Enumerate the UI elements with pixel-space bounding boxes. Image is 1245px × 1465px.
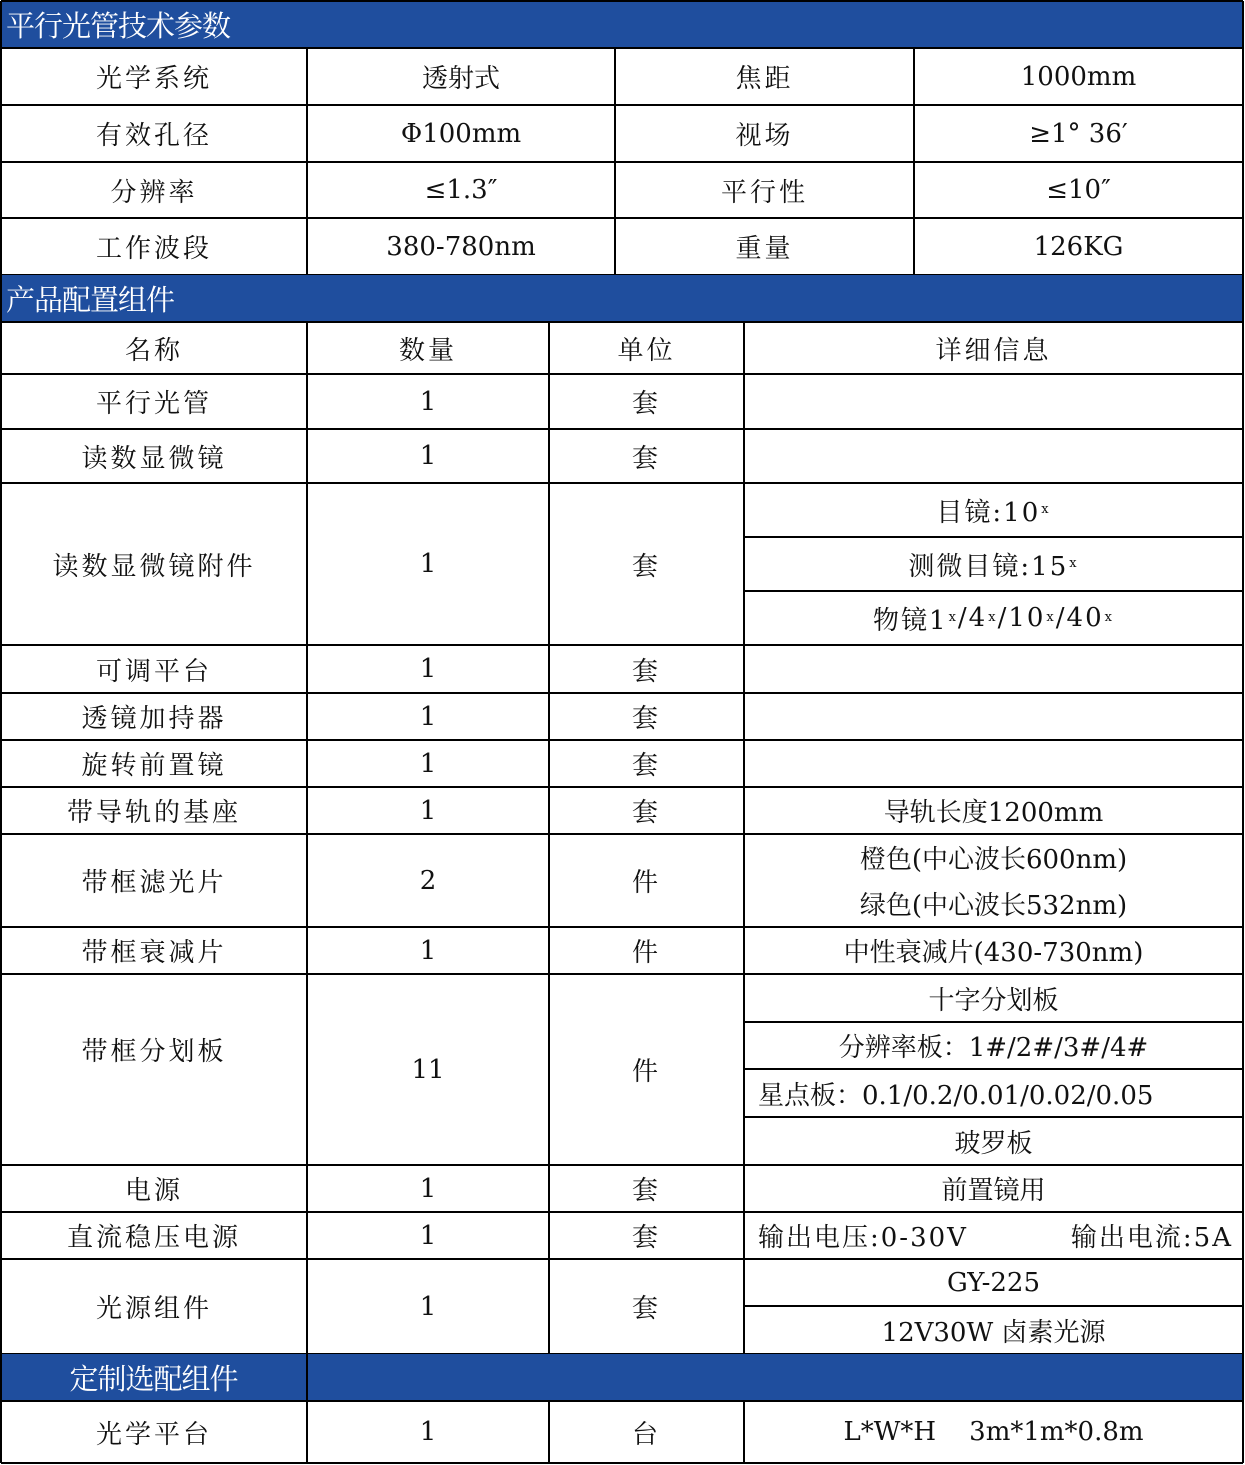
item-name: 透镜加持器 bbox=[81, 704, 227, 734]
frame-right bbox=[1242, 1, 1244, 1463]
item-detail: 分辨率板：1#/2#/3#/4# bbox=[838, 1033, 1149, 1063]
item-detail: 物镜1 x /4 x /10 x /40 x bbox=[744, 591, 1243, 645]
item-quantity: 1 bbox=[419, 701, 437, 732]
grid-line bbox=[744, 1305, 1243, 1307]
grid-line bbox=[1, 1462, 1243, 1464]
item-detail: 中性衰减片(430-730nm) bbox=[843, 938, 1144, 968]
item-detail: 橙色(中心波长600nm) bbox=[859, 844, 1128, 875]
grid-line bbox=[1, 104, 1243, 106]
column-header-details: 详细信息 bbox=[935, 335, 1052, 366]
column-header-qty: 数量 bbox=[398, 335, 457, 366]
item-detail: 玻罗板 bbox=[954, 1128, 1033, 1159]
custom-item-quantity: 1 bbox=[419, 1417, 437, 1447]
item-quantity: 1 bbox=[419, 654, 437, 684]
item-unit: 套 bbox=[631, 1294, 661, 1324]
item-quantity: 1 bbox=[419, 1220, 437, 1251]
grid-line bbox=[744, 1021, 1243, 1023]
detail-output-voltage: 输出电压:0-30V bbox=[758, 1223, 968, 1253]
tech-value: ≥1° 36′ bbox=[1029, 118, 1128, 149]
item-quantity: 1 bbox=[419, 795, 437, 826]
item-detail: 导轨长度1200mm bbox=[883, 798, 1104, 828]
item-name: 可调平台 bbox=[95, 656, 212, 687]
item-unit: 件 bbox=[631, 868, 661, 898]
item-detail: 绿色(中心波长532nm) bbox=[859, 891, 1128, 922]
detail-part: /10 bbox=[997, 603, 1046, 633]
tech-value: 126KG bbox=[1033, 231, 1124, 262]
item-detail: 星点板：0.1/0.2/0.01/0.02/0.05 bbox=[758, 1080, 1154, 1111]
item-quantity: 1 bbox=[419, 441, 437, 471]
grid-line bbox=[1, 321, 1243, 323]
grid-line bbox=[306, 322, 308, 1354]
grid-line bbox=[743, 322, 745, 1354]
tech-label: 工作波段 bbox=[95, 234, 212, 264]
tech-label: 分辨率 bbox=[110, 177, 198, 208]
item-quantity: 1 bbox=[419, 935, 437, 966]
frame-top bbox=[1, 0, 1243, 2]
item-unit: 套 bbox=[631, 389, 661, 419]
detail-part: 物镜1 bbox=[873, 605, 948, 636]
item-quantity: 1 bbox=[419, 1291, 437, 1322]
column-header-unit: 单位 bbox=[617, 335, 676, 366]
item-quantity: 11 bbox=[411, 1054, 445, 1085]
item-name: 带框分划板 bbox=[81, 1036, 227, 1067]
grid-line bbox=[744, 1068, 1243, 1070]
item-name: 带框衰减片 bbox=[81, 938, 227, 968]
item-unit: 套 bbox=[631, 443, 661, 474]
grid-line bbox=[614, 48, 616, 275]
item-detail: 目镜:10 x bbox=[744, 483, 1243, 537]
tech-value: ≤1.3″ bbox=[424, 175, 498, 205]
tech-value: ≤10″ bbox=[1046, 175, 1111, 205]
item-name: 读数显微镜 bbox=[81, 443, 227, 474]
tech-section-title: 平行光管技术参数 bbox=[6, 9, 231, 43]
grid-line bbox=[744, 1116, 1243, 1118]
column-header-name: 名称 bbox=[124, 335, 183, 366]
tech-label: 光学系统 bbox=[95, 64, 212, 94]
item-unit: 件 bbox=[631, 1057, 661, 1087]
grid-line bbox=[743, 1401, 745, 1463]
item-name: 带框滤光片 bbox=[81, 868, 227, 898]
detail-part: /4 bbox=[957, 603, 988, 633]
tech-label: 平行性 bbox=[720, 177, 808, 208]
item-name: 直流稳压电源 bbox=[66, 1223, 241, 1253]
item-quantity: 1 bbox=[419, 386, 437, 417]
frame-left bbox=[0, 1, 2, 1463]
grid-line bbox=[1, 161, 1243, 163]
detail-output-current: 输出电流:5A bbox=[1070, 1223, 1233, 1253]
grid-line bbox=[1, 217, 1243, 219]
grid-line bbox=[548, 322, 550, 1354]
custom-section-title: 定制选配组件 bbox=[69, 1362, 238, 1396]
item-name: 光源组件 bbox=[95, 1294, 212, 1324]
item-name: 读数显微镜附件 bbox=[52, 551, 256, 582]
custom-item-name: 光学平台 bbox=[95, 1419, 212, 1450]
detail-text: 测微目镜:15 bbox=[908, 551, 1069, 582]
grid-line bbox=[306, 48, 308, 275]
item-unit: 套 bbox=[631, 551, 661, 582]
item-quantity: 1 bbox=[419, 1173, 437, 1204]
grid-line bbox=[744, 590, 1243, 592]
item-name: 带导轨的基座 bbox=[66, 798, 241, 828]
item-name: 平行光管 bbox=[95, 389, 212, 419]
detail-text: 目镜:10 bbox=[936, 497, 1041, 528]
item-unit: 套 bbox=[631, 751, 661, 781]
detail-part: /40 bbox=[1055, 603, 1104, 633]
tech-label: 视场 bbox=[735, 121, 794, 151]
item-unit: 套 bbox=[631, 798, 661, 828]
item-detail: 十字分划板 bbox=[928, 985, 1059, 1016]
tech-label: 重量 bbox=[735, 234, 794, 264]
item-unit: 套 bbox=[631, 704, 661, 734]
custom-item-detail: L*W*H 3m*1m*0.8m bbox=[843, 1417, 1144, 1447]
header-divider bbox=[306, 1354, 308, 1401]
grid-line bbox=[548, 1401, 550, 1463]
item-detail: 12V30W 卤素光源 bbox=[881, 1317, 1106, 1348]
grid-line bbox=[1, 1400, 1243, 1402]
tech-value: 透射式 bbox=[421, 64, 500, 94]
grid-line bbox=[306, 1401, 308, 1463]
item-unit: 套 bbox=[631, 656, 661, 687]
tech-label: 有效孔径 bbox=[95, 121, 212, 151]
tech-value: 1000mm bbox=[1020, 61, 1137, 92]
grid-line bbox=[1, 47, 1243, 49]
tech-value: Φ100mm bbox=[400, 118, 522, 149]
tech-value: 380-780nm bbox=[386, 231, 536, 262]
item-name: 旋转前置镜 bbox=[81, 751, 227, 781]
item-detail: 前置镜用 bbox=[941, 1176, 1046, 1206]
item-detail: GY-225 bbox=[946, 1267, 1041, 1298]
grid-line bbox=[744, 536, 1243, 538]
item-quantity: 1 bbox=[419, 748, 437, 779]
custom-item-unit: 台 bbox=[631, 1419, 661, 1450]
item-quantity: 2 bbox=[419, 865, 437, 896]
item-quantity: 1 bbox=[419, 549, 437, 579]
config-section-title: 产品配置组件 bbox=[6, 283, 175, 317]
item-unit: 套 bbox=[631, 1176, 661, 1206]
tech-label: 焦距 bbox=[735, 64, 794, 94]
item-detail: 测微目镜:15 x bbox=[744, 537, 1243, 591]
item-unit: 套 bbox=[631, 1223, 661, 1253]
item-name: 电源 bbox=[124, 1176, 183, 1206]
grid-line bbox=[913, 48, 915, 275]
item-unit: 件 bbox=[631, 938, 661, 968]
